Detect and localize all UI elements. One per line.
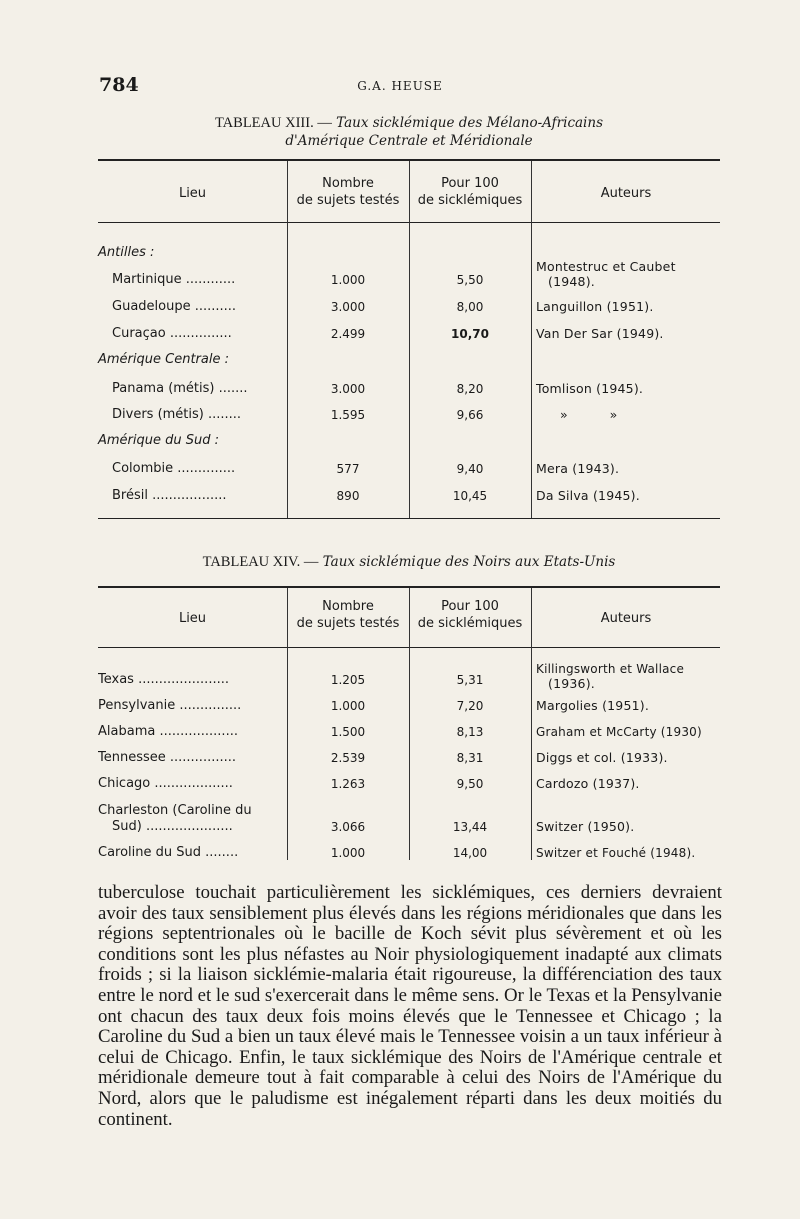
- row-lieu: Colombie ..............: [112, 461, 236, 476]
- row-pour: 9,40: [456, 462, 484, 476]
- table14-col-divider: [531, 588, 532, 860]
- row-auteur: Switzer et Fouché (1948).: [536, 846, 696, 860]
- header-pour-line2: de sicklémiques: [417, 193, 523, 208]
- table14-header-pour: [409, 598, 531, 632]
- row-auteur: Da Silva (1945).: [536, 488, 640, 503]
- table13-header-auteurs: Auteurs: [600, 186, 652, 201]
- row-nombre: 1.000: [330, 273, 366, 287]
- row-auteur-line2: (1936).: [548, 676, 595, 691]
- row-lieu: Guadeloupe ..........: [112, 299, 237, 314]
- row-nombre: 1.000: [330, 699, 366, 713]
- row-nombre: 3.000: [330, 382, 366, 396]
- section-amerique-sud: Amérique du Sud :: [98, 433, 220, 448]
- table14-header-auteurs: Auteurs: [600, 611, 652, 626]
- row-nombre: 890: [336, 489, 360, 503]
- row-nombre: 3.066: [330, 820, 366, 834]
- row-lieu: Divers (métis) ........: [112, 407, 242, 422]
- row-lieu: Chicago ...................: [98, 776, 233, 791]
- row-nombre: 1.500: [330, 725, 366, 739]
- table14-header-lieu: Lieu: [178, 611, 207, 626]
- row-pour: 8,13: [456, 725, 484, 739]
- table13-header-nombre: [287, 175, 409, 209]
- row-lieu: Curaçao ...............: [112, 326, 232, 341]
- row-auteur: Mera (1943).: [536, 461, 620, 476]
- section-antilles: Antilles :: [98, 245, 155, 260]
- row-pour: 7,20: [456, 699, 484, 713]
- row-lieu: Panama (métis) .......: [112, 381, 248, 396]
- row-auteur: » »: [560, 407, 618, 422]
- row-nombre: 1.000: [330, 846, 366, 860]
- row-auteur: Graham et McCarty (1930): [536, 725, 702, 739]
- header-nombre-line2: de sujets testés: [296, 616, 400, 631]
- row-nombre: 577: [336, 462, 360, 476]
- row-lieu: Charleston (Caroline du: [98, 803, 252, 818]
- row-pour: 9,66: [456, 408, 484, 422]
- header-nombre-line1: Nombre: [322, 176, 374, 191]
- table13-bottom-rule: [98, 518, 720, 519]
- row-lieu: Alabama ...................: [98, 724, 238, 739]
- row-lieu: Tennessee ................: [98, 750, 236, 765]
- row-lieu: Texas ......................: [98, 672, 229, 687]
- table14-header-nombre: [287, 598, 409, 632]
- table13-title-line1: Taux sicklémique des Mélano-Africains: [336, 115, 604, 131]
- row-auteur: Van Der Sar (1949).: [536, 326, 664, 341]
- table13-title-line2: d'Amérique Centrale et Méridionale: [285, 133, 533, 149]
- row-nombre: 1.595: [330, 408, 366, 422]
- row-auteur: Tomlison (1945).: [536, 381, 644, 396]
- row-lieu: Brésil ..................: [112, 488, 227, 503]
- row-nombre: 1.263: [330, 777, 366, 791]
- row-pour: 5,50: [456, 273, 484, 287]
- table14-caption: [98, 553, 720, 571]
- row-auteur-line2: (1948).: [548, 274, 595, 289]
- row-pour: 5,31: [456, 673, 484, 687]
- row-lieu: Martinique ............: [112, 272, 236, 287]
- row-auteur: Killingsworth et Wallace: [536, 662, 685, 676]
- row-pour: 13,44: [452, 820, 488, 834]
- section-amerique-centrale: Amérique Centrale :: [98, 352, 229, 367]
- row-auteur: Margolies (1951).: [536, 698, 650, 713]
- header-nombre-line2: de sujets testés: [296, 193, 400, 208]
- page-number: 784: [99, 74, 139, 96]
- row-pour: 9,50: [456, 777, 484, 791]
- row-nombre: 2.499: [330, 327, 366, 341]
- row-auteur: Languillon (1951).: [536, 299, 654, 314]
- row-auteur: Montestruc et Caubet: [536, 259, 676, 274]
- header-pour-line1: Pour 100: [441, 176, 499, 191]
- header-pour-line2: de sicklémiques: [417, 616, 523, 631]
- row-lieu: Pensylvanie ...............: [98, 698, 242, 713]
- table13-col-divider: [531, 161, 532, 518]
- row-pour: 8,00: [456, 300, 484, 314]
- row-lieu: Caroline du Sud ........: [98, 845, 239, 860]
- row-auteur: Cardozo (1937).: [536, 776, 640, 791]
- row-pour: 10,70: [451, 327, 489, 341]
- header-pour-line1: Pour 100: [441, 599, 499, 614]
- row-nombre: 2.539: [330, 751, 366, 765]
- running-head: G.A. HEUSE: [357, 79, 443, 93]
- row-pour: 8,31: [456, 751, 484, 765]
- table13-label: TABLEAU XIII. —: [214, 115, 332, 131]
- row-auteur: Switzer (1950).: [536, 819, 635, 834]
- row-nombre: 3.000: [330, 300, 366, 314]
- row-lieu-line2: Sud) .....................: [112, 819, 233, 834]
- table14-label: TABLEAU XIV. —: [202, 554, 319, 570]
- row-pour: 8,20: [456, 382, 484, 396]
- body-paragraph: tuberculose touchait particulièrement les sicklémiques, ces derniers devraient avoir des taux sensiblement plus élevés dans les régions méridionales que dans les régions septentrionales où le bacille de Koch sévit plus sévèrement et où les conditions sont les plus néfastes au Noir physiologiquement inadapté aux climats froids ; si la liaison sicklémie-malaria était rigoureuse, la différenciation des taux entre le nord et le sud s'exercerait dans le même sens. Or le Texas et la Pensylvanie ont chacun des taux deux fois moins élevés que le Tennessee et Chicago ; la Caroline du Sud a bien un taux élevé mais le Tennessee voisin a un taux inférieur à celui de Chicago. Enfin, le taux sicklémique des Noirs de l'Amérique centrale et méridionale demeure tout à fait comparable à celui des Noirs de l'Amérique du Nord, alors que le paludisme est inégalement réparti dans les deux moitiés du continent.: [98, 882, 722, 1130]
- row-nombre: 1.205: [330, 673, 366, 687]
- row-pour: 14,00: [452, 846, 488, 860]
- table13-header-lieu: Lieu: [178, 186, 207, 201]
- table14-title: Taux sicklémique des Noirs aux Etats-Unis: [322, 554, 616, 570]
- row-auteur: Diggs et col. (1933).: [536, 750, 668, 765]
- table13-header-pour: [409, 175, 531, 209]
- row-pour: 10,45: [452, 489, 488, 503]
- table13-caption: [98, 114, 720, 150]
- header-nombre-line1: Nombre: [322, 599, 374, 614]
